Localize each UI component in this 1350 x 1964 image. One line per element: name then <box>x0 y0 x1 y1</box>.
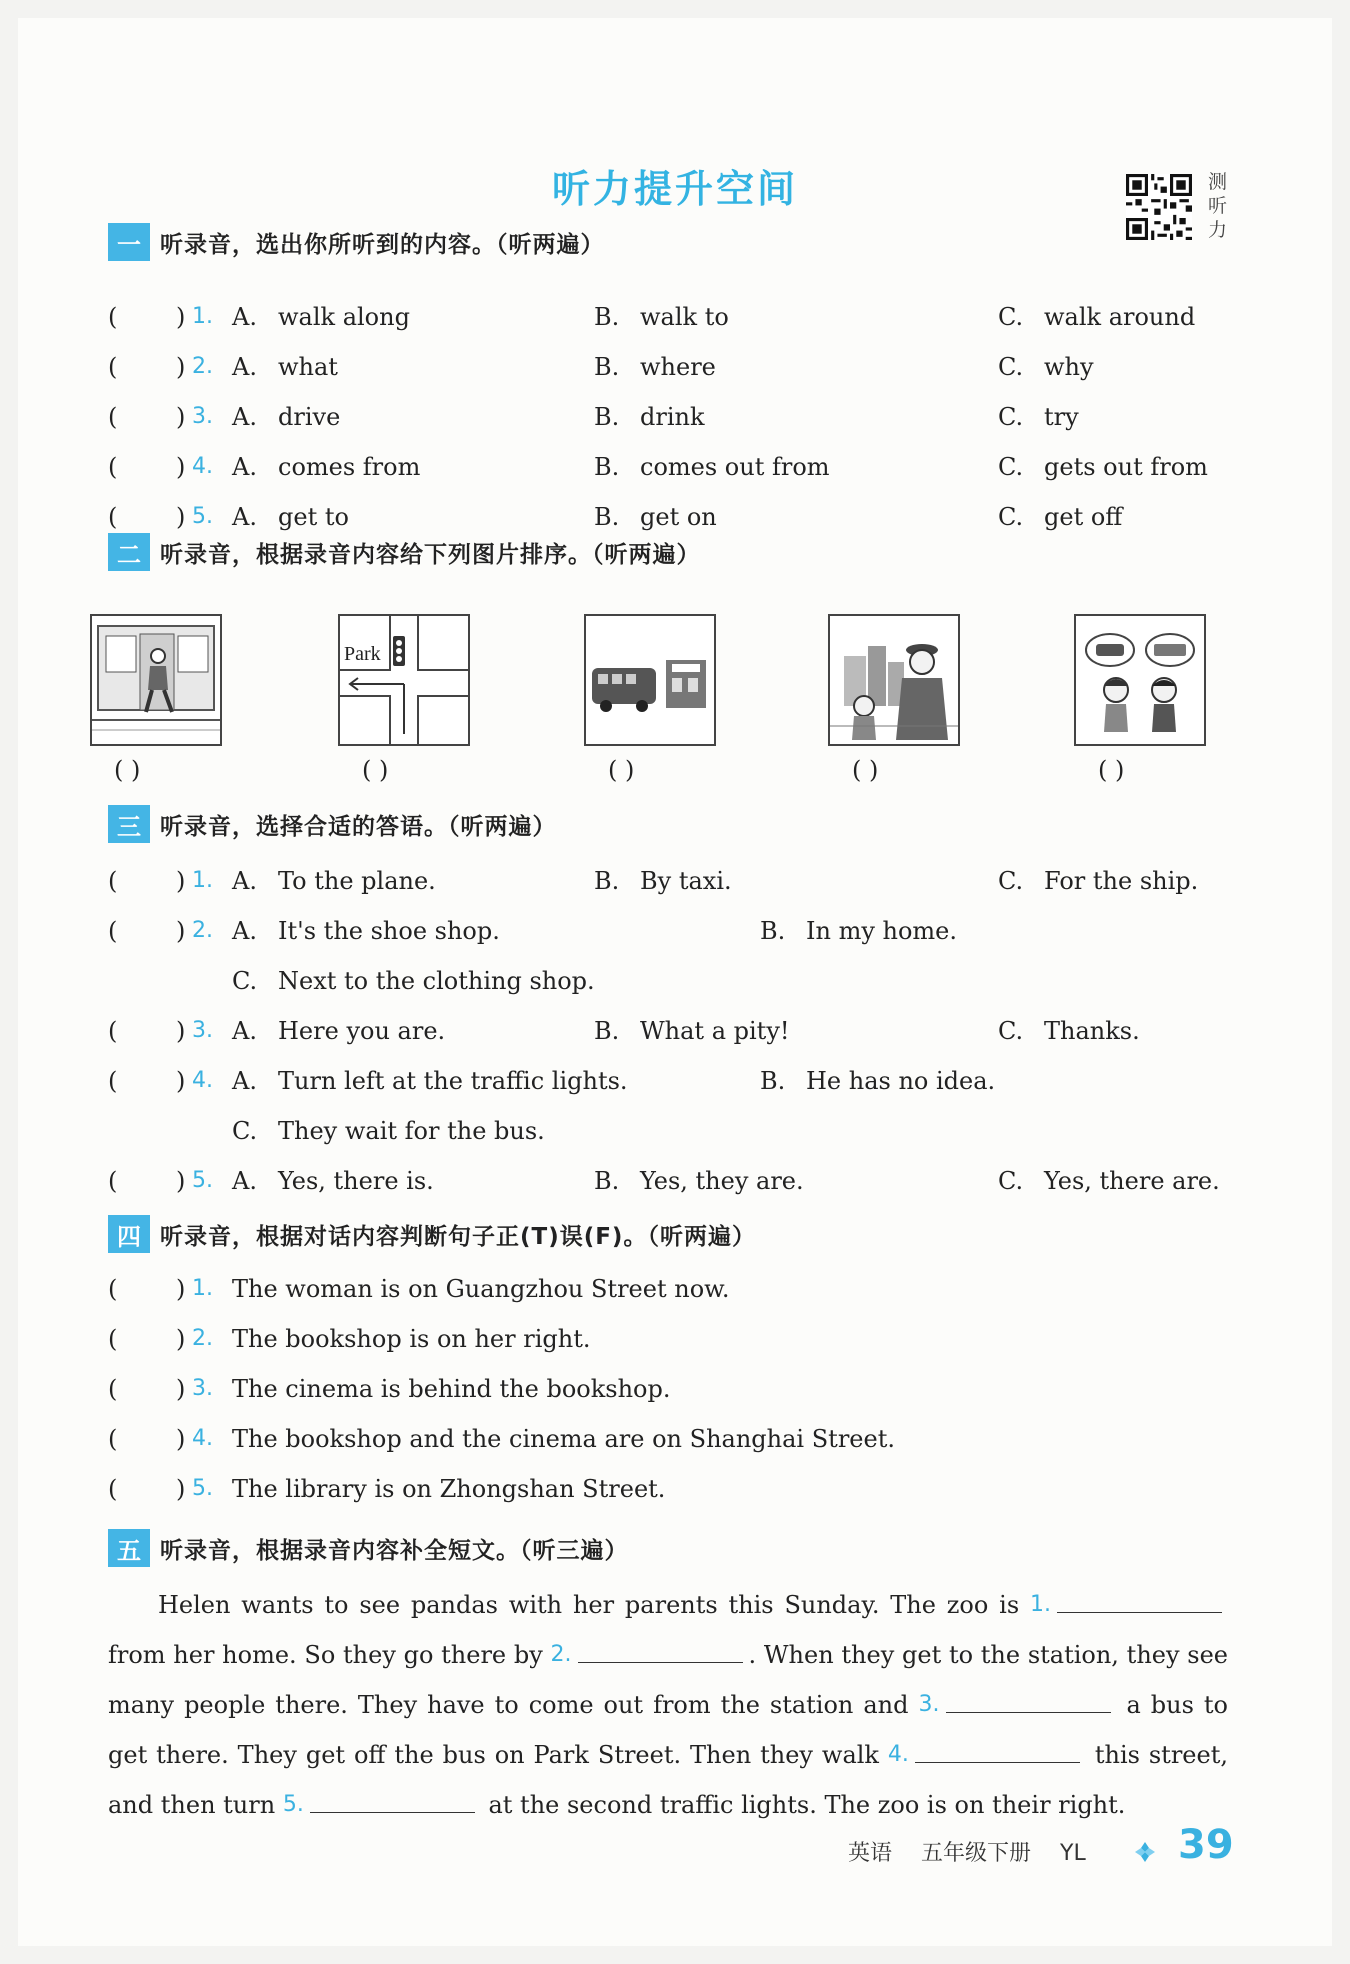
option-c[interactable]: C. why <box>998 353 1094 381</box>
blank-1[interactable] <box>1057 1590 1222 1613</box>
page-number: 39 <box>1178 1822 1234 1868</box>
picture-bus-and-bookshop <box>584 614 716 746</box>
blank-5[interactable] <box>310 1790 475 1813</box>
section-badge: 四 <box>108 1215 150 1253</box>
picture-two-kids-thinking <box>1074 614 1206 746</box>
picture-4-answer-blank[interactable]: ( ) <box>852 756 879 784</box>
section-4-heading: 四 听录音，根据对话内容判断句子正(T)误(F)。（听两遍） <box>108 1214 756 1254</box>
option-b[interactable]: B. By taxi. <box>594 867 732 895</box>
option-c[interactable]: C. They wait for the bus. <box>232 1117 545 1145</box>
section-1-heading: 一 听录音，选出你所听到的内容。（听两遍） <box>108 222 605 262</box>
section-3-heading: 三 听录音，选择合适的答语。（听两遍） <box>108 804 557 844</box>
option-b[interactable]: B. Yes, they are. <box>594 1167 804 1195</box>
section-badge: 二 <box>108 533 150 571</box>
picture-1-answer-blank[interactable]: ( ) <box>114 756 141 784</box>
option-c[interactable]: C. try <box>998 403 1079 431</box>
section-badge: 三 <box>108 805 150 843</box>
picture-subway-exit <box>90 614 222 746</box>
picture-3-answer-blank[interactable]: ( ) <box>608 756 635 784</box>
section-badge: 五 <box>108 1529 150 1567</box>
option-c[interactable]: C. get off <box>998 503 1123 531</box>
option-c[interactable]: C. Next to the clothing shop. <box>232 967 595 995</box>
option-a[interactable]: A. get to <box>232 503 349 531</box>
option-a[interactable]: A. Turn left at the traffic lights. <box>232 1067 628 1095</box>
page-footer <box>848 1836 1108 1867</box>
option-a[interactable]: A. To the plane. <box>232 867 436 895</box>
blank-2[interactable] <box>578 1640 743 1663</box>
section-badge: 一 <box>108 223 150 261</box>
worksheet-page: 听力提升空间 测 听 力 一 听录音，选出你所听到的内容。（听两遍） ( ) 1. A. walk along B. walk to C. walk around ( ) 2. A. what B. where C. why ( ) 3. A. drive B. drink C. try ( ) 4. A. comes from B. comes out from C. gets out from ( ) 5. A. get to B. get on C. get off 二 听录音，根据录音内容给下列图片排序。（听两遍） Park ( ) ( ) ( ) ( ) ( ) 三 听录音，选择合适的答语。（听两遍） ( ) 1. A. To the plane. B. By taxi. C. For the ship. ( ) 2. A. It's the shoe shop. B. In my home. C. Next to the clothing shop. ( ) 3. A. Here you are. B. What a pity! C. Thanks. ( ) 4. A. Turn left at the traffic lights. B. He has no idea. C. They wait for the bus. ( ) 5. A. Yes, there is. B. Yes, they are. C. Yes, there are. 四 听录音，根据对话内容判断句子正(T)误(F)。（听两遍） ( ) 1. The woman is on Guangzhou Street now. ( ) 2. The bookshop is on her right. ( ) 3. The cinema is behind the bookshop. ( ) 4. The bookshop and the cinema are on Shanghai Street. ( ) 5. The library is on Zhongshan Street. 五 听录音，根据录音内容补全短文。（听三遍） Helen wants to see pandas with her parents this Sunday. The zoo is 1. from her home. So they go there by 2. . When they get to the station, they see many people there. They have to come out from the station and 3. a bus to get there. They get off the bus on Park Street. Then they walk 4. this street, and then turn 5. at the second traffic lights. The zoo is on their right. 英语 五年级下册 YL 39 <box>18 18 1332 1946</box>
option-b[interactable]: B. comes out from <box>594 453 830 481</box>
option-c[interactable]: C. Thanks. <box>998 1017 1140 1045</box>
option-c[interactable]: C. walk around <box>998 303 1196 331</box>
picture-5-answer-blank[interactable]: ( ) <box>1098 756 1125 784</box>
option-b[interactable]: B. get on <box>594 503 717 531</box>
blank-3[interactable] <box>946 1690 1111 1713</box>
footer-grade: 五年级下册 <box>921 1841 1032 1866</box>
option-a[interactable]: A. walk along <box>232 303 410 331</box>
picture-park-crossroad <box>338 614 470 746</box>
option-b[interactable]: B. drink <box>594 403 705 431</box>
diamond-decoration-icon <box>1134 1841 1156 1863</box>
blank-4[interactable] <box>915 1740 1080 1763</box>
option-b[interactable]: B. In my home. <box>760 917 958 945</box>
picture-2-answer-blank[interactable]: ( ) <box>362 756 389 784</box>
option-a[interactable]: A. Here you are. <box>232 1017 446 1045</box>
option-a[interactable]: A. It's the shoe shop. <box>232 917 500 945</box>
footer-subject: 英语 <box>848 1841 893 1866</box>
section-2-heading: 二 听录音，根据录音内容给下列图片排序。（听两遍） <box>108 532 701 572</box>
option-b[interactable]: B. He has no idea. <box>760 1067 996 1095</box>
option-c[interactable]: C. For the ship. <box>998 867 1199 895</box>
option-a[interactable]: A. drive <box>232 403 341 431</box>
option-c[interactable]: C. gets out from <box>998 453 1208 481</box>
option-b[interactable]: B. where <box>594 353 716 381</box>
option-c[interactable]: C. Yes, there are. <box>998 1167 1220 1195</box>
park-sign-text: Park <box>344 643 381 665</box>
option-a[interactable]: A. comes from <box>232 453 421 481</box>
cloze-passage: Helen wants to see pandas with her parents this Sunday. The zoo is 1. from her home. So they go there by 2. . When they get to the station, they see many people there. They have to come out from the station and 3. a bus to get there. They get off the bus on Park Street. Then they walk 4. this street, and then turn 5. at the second traffic lights. The zoo is on their right. <box>108 1591 1228 1819</box>
qr-code-icon <box>1126 174 1192 240</box>
footer-edition: YL <box>1060 1841 1086 1866</box>
picture-policeman-and-girl <box>828 614 960 746</box>
qr-label: 测 听 力 <box>1208 171 1228 241</box>
section-5-heading: 五 听录音，根据录音内容补全短文。（听三遍） <box>108 1528 629 1568</box>
option-a[interactable]: A. what <box>232 353 338 381</box>
page-title: 听力提升空间 <box>551 167 798 211</box>
option-b[interactable]: B. walk to <box>594 303 729 331</box>
option-a[interactable]: A. Yes, there is. <box>232 1167 434 1195</box>
option-b[interactable]: B. What a pity! <box>594 1017 790 1045</box>
